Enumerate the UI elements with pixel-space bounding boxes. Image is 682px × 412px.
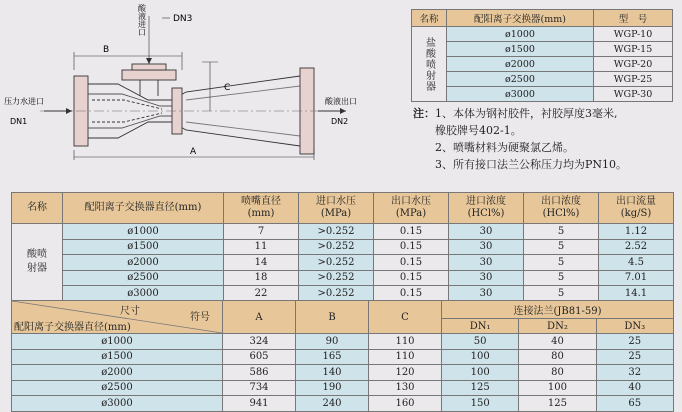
param-header: 出口水压 (MPa): [374, 193, 449, 224]
model-code-cell: WGP-15: [594, 42, 673, 57]
param-cell: 5: [524, 286, 599, 302]
dim-cell: 734: [223, 380, 296, 396]
param-cell: 5: [524, 239, 599, 255]
model-code-cell: WGP-20: [594, 57, 673, 72]
flange-sub-header: DN₂: [519, 319, 596, 334]
dim-cell: 586: [223, 365, 296, 381]
dn2-label: DN2: [331, 117, 349, 126]
acid-outlet-label: 酸液出口: [325, 97, 357, 106]
param-cell: 7: [224, 224, 299, 240]
dim-cell: 190: [296, 380, 369, 396]
dim-header-b: B: [296, 301, 369, 334]
dim-cell: ø1500: [12, 349, 223, 365]
acid-inlet-label: 酸液进口: [137, 4, 147, 36]
model-code-cell: WGP-25: [594, 72, 673, 87]
dim-cell: 50: [442, 334, 519, 350]
dim-cell: 100: [519, 380, 596, 396]
parameter-table: [11, 192, 674, 302]
dim-cell: 32: [596, 365, 673, 381]
notes: [413, 105, 681, 173]
model-size-cell: ø3000: [447, 87, 594, 102]
param-cell: 14.1: [599, 286, 674, 302]
param-cell: >0.252: [299, 224, 374, 240]
param-cell: 30: [449, 270, 524, 286]
dim-cell: 125: [519, 396, 596, 412]
note-line: 橡胶牌号402-1。: [435, 124, 522, 137]
note-line: 3、所有接口法兰公称压力均为PN10。: [435, 158, 628, 171]
dim-cell: 941: [223, 396, 296, 412]
param-cell: 5: [524, 255, 599, 271]
dim-cell: 240: [296, 396, 369, 412]
dim-cell: 110: [369, 349, 442, 365]
param-cell: >0.252: [299, 270, 374, 286]
dim-a-label: A: [190, 147, 197, 157]
model-header-model: 型 号: [594, 10, 673, 27]
dim-cell: 80: [519, 365, 596, 381]
dim-cell: ø3000: [12, 396, 223, 412]
top-flange: [132, 64, 166, 70]
corner-symbol-label: 符号: [190, 312, 210, 323]
param-cell: 30: [449, 286, 524, 302]
dim-corner-cell: [12, 301, 223, 334]
param-header: 出口浓度 (HCl%): [524, 193, 599, 224]
dimension-table: [11, 300, 674, 412]
dim-cell: 40: [519, 334, 596, 350]
param-cell: 0.15: [374, 286, 449, 302]
dim-cell: 140: [296, 365, 369, 381]
param-cell: ø3000: [63, 286, 224, 302]
dim-cell: 40: [596, 380, 673, 396]
flange-header: 连接法兰(JB81-59): [442, 301, 674, 319]
param-header: 配阳离子交换器直径(mm): [63, 193, 224, 224]
corner-diameter-label: 配阳离子交换器直径(mm): [14, 322, 131, 333]
dn1-label: DN1: [10, 117, 28, 126]
param-header: 名称: [12, 193, 63, 224]
dim-cell: ø2000: [12, 365, 223, 381]
param-header: 进口浓度 (HCl%): [449, 193, 524, 224]
model-code-cell: WGP-30: [594, 87, 673, 102]
param-cell: 18: [224, 270, 299, 286]
dim-cell: 65: [596, 396, 673, 412]
dim-cell: 324: [223, 334, 296, 350]
param-cell: 0.15: [374, 224, 449, 240]
param-header: 喷嘴直径 (mm): [224, 193, 299, 224]
dim-cell: 100: [442, 349, 519, 365]
water-inlet-label: 压力水进口: [4, 97, 44, 106]
param-cell: 11: [224, 239, 299, 255]
corner-size-label: 尺寸: [120, 306, 140, 317]
param-cell: 0.15: [374, 270, 449, 286]
dim-cell: ø2500: [12, 380, 223, 396]
param-header: 出口流量 (kg/S): [599, 193, 674, 224]
param-cell: ø1000: [63, 224, 224, 240]
flange-sub-header: DN₁: [442, 319, 519, 334]
model-size-cell: ø1500: [447, 42, 594, 57]
model-size-cell: ø1000: [447, 27, 594, 42]
model-header-name: 名称: [412, 10, 447, 27]
param-cell: 5: [524, 270, 599, 286]
dim-cell: 160: [369, 396, 442, 412]
note-line: 1、本体为钢衬胶件，衬胶厚度3毫米,: [435, 107, 618, 120]
dim-cell: 125: [442, 380, 519, 396]
model-size-cell: ø2500: [447, 72, 594, 87]
flange-sub-header: DN₃: [596, 319, 673, 334]
dn3-label: DN3: [173, 14, 193, 24]
param-cell: 30: [449, 255, 524, 271]
dim-header-a: A: [223, 301, 296, 334]
param-header: 进口水压 (MPa): [299, 193, 374, 224]
param-cell: 30: [449, 239, 524, 255]
param-name-cell: 酸喷射器: [12, 224, 63, 302]
dim-b-label: B: [103, 45, 110, 55]
model-table: [411, 9, 673, 102]
dim-cell: 130: [369, 380, 442, 396]
param-cell: 0.15: [374, 239, 449, 255]
notes-label: 注：: [413, 107, 435, 120]
param-cell: 0.15: [374, 255, 449, 271]
dim-cell: 110: [369, 334, 442, 350]
dim-cell: 90: [296, 334, 369, 350]
param-cell: 30: [449, 224, 524, 240]
param-cell: ø2500: [63, 270, 224, 286]
param-cell: >0.252: [299, 255, 374, 271]
model-code-cell: WGP-10: [594, 27, 673, 42]
dim-cell: 25: [596, 334, 673, 350]
param-cell: ø1500: [63, 239, 224, 255]
param-cell: 1.12: [599, 224, 674, 240]
ejector-drawing: [0, 0, 368, 180]
dim-cell: 25: [596, 349, 673, 365]
param-cell: 4.5: [599, 255, 674, 271]
dim-header-c: C: [369, 301, 442, 334]
param-cell: ø2000: [63, 255, 224, 271]
param-cell: 22: [224, 286, 299, 302]
dim-cell: 120: [369, 365, 442, 381]
dim-cell: 165: [296, 349, 369, 365]
model-header-size: 配阳离子交换器(mm): [447, 10, 594, 27]
dim-cell: 80: [519, 349, 596, 365]
param-cell: 2.52: [599, 239, 674, 255]
param-cell: 14: [224, 255, 299, 271]
param-cell: >0.252: [299, 239, 374, 255]
dim-cell: ø1000: [12, 334, 223, 350]
model-size-cell: ø2000: [447, 57, 594, 72]
param-cell: 7.01: [599, 270, 674, 286]
dim-cell: 150: [442, 396, 519, 412]
model-name-cell: 盐酸喷射器: [412, 27, 447, 102]
dim-cell: 605: [223, 349, 296, 365]
dim-cell: 100: [442, 365, 519, 381]
param-cell: 5: [524, 224, 599, 240]
dim-c-label: C: [224, 83, 231, 93]
param-cell: >0.252: [299, 286, 374, 302]
note-line: 2、喷嘴材料为硬聚氯乙烯。: [435, 141, 574, 154]
